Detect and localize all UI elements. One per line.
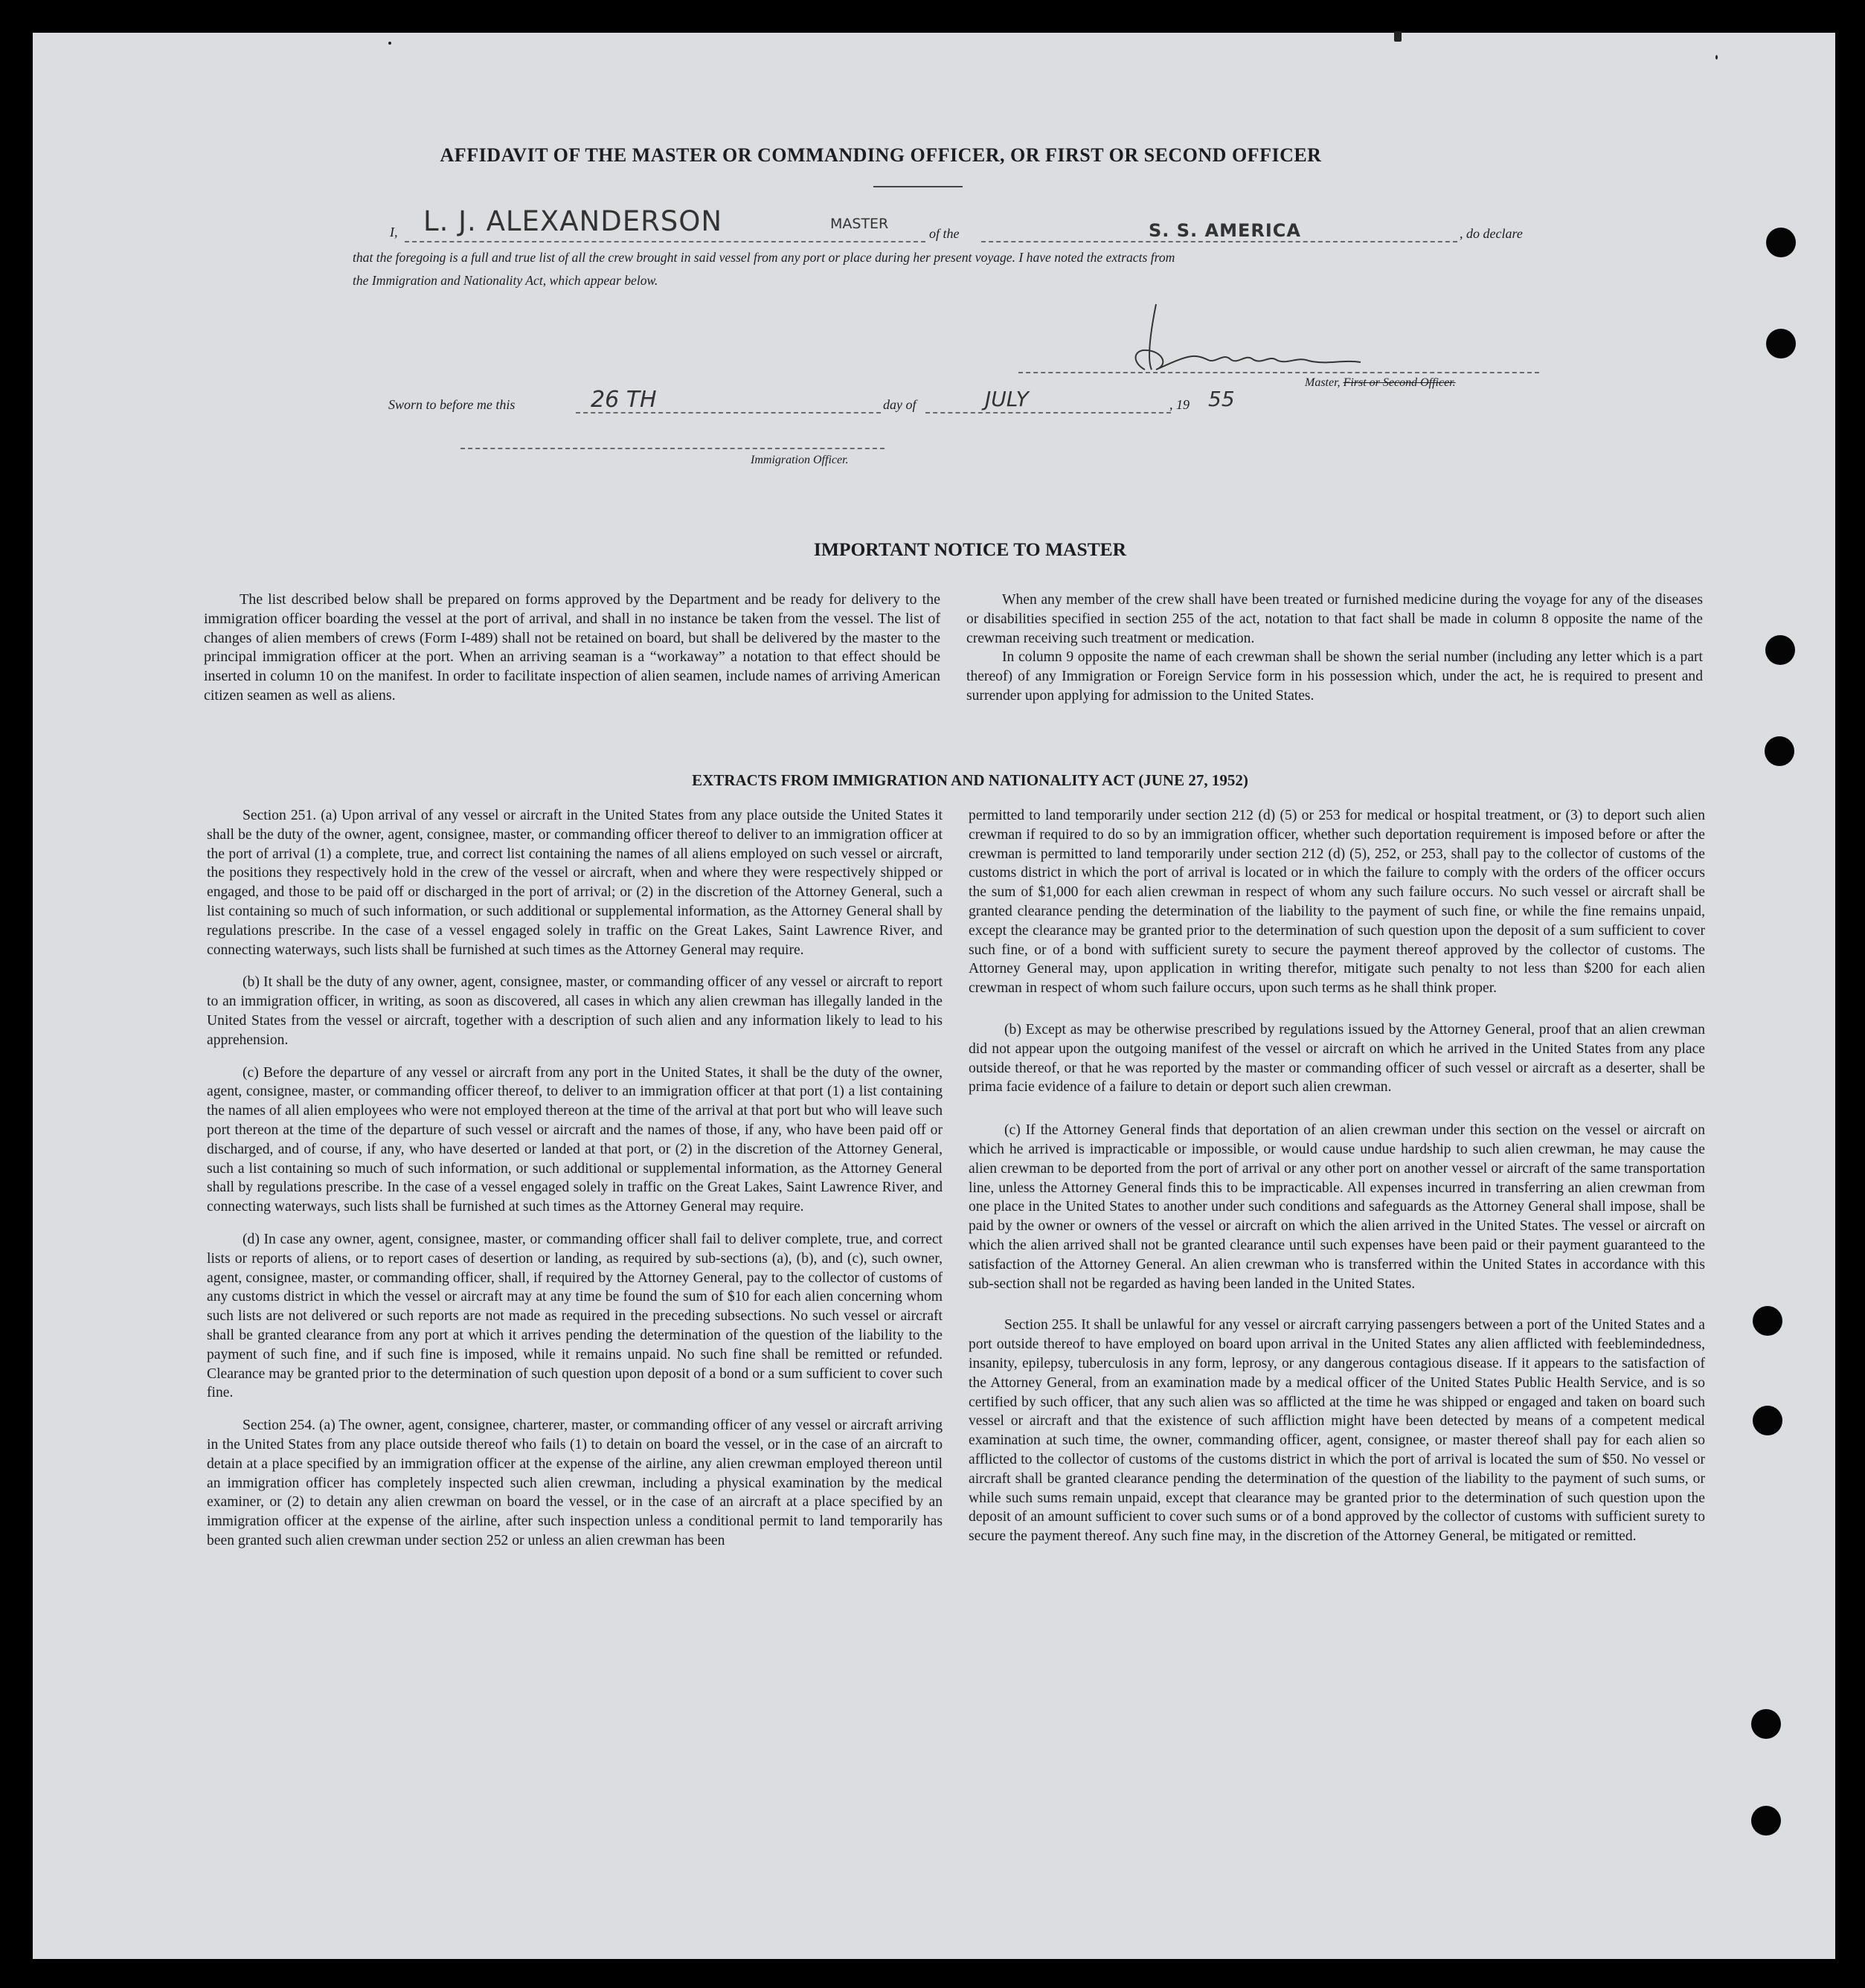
section-251-c: (c) Before the departure of any vessel or aircraft from any port in the United States, it shall be the duty of the owner, agent, consignee, master, or commanding officer thereof, to deliver to an immigration officer at that port (1) a list containing the names of all alien employees who were not employed thereon at the time of the arrival at that port but who will leave such port thereon at the time of the departure of such vessel or aircraft and the names of those, if any, who have been paid off or discharged, and of course, if any, who have deserted or landed at that port, or (2) in the discretion of the Attorney General, such a list containing so much of such information, or such additional or supplemental information, as the Attorney General shall by regulations prescribe. In the case of a vessel engaged solely in traffic on the Great Lakes, Saint Lawrence River, and connecting waterways, such lists shall be furnished at such times as the Attorney General may require. <box>207 1064 943 1215</box>
statement-line-2: the Immigration and Nationality Act, which appear below. <box>353 273 658 288</box>
caption-struck: First or Second Officer. <box>1343 376 1456 389</box>
section-251-b: (b) It shall be the duty of any owner, agent, consignee, master, or commanding officer of any vessel or aircraft to report to an immigration officer, in writing, as soon as discovered, all cases in which any alien crewman has illegally landed in the United States from the vessel or aircraft, together with a description of such alien and any information likely to lead to his apprehension. <box>207 974 943 1048</box>
signature-line <box>1018 372 1539 373</box>
sworn-label: Sworn to before me this <box>388 397 516 412</box>
punch-hole <box>1765 736 1794 766</box>
notice-right-text-1: When any member of the crew shall have been treated or furnished medicine during the voyage for any of the diseases or disabilities specified in section 255 of the act, notation to that fact shall be made in column 8 opposite the name of the crewman receiving such treatment or medication. <box>966 592 1703 646</box>
extracts-left-column <box>207 806 943 1564</box>
sworn-day: 26 TH <box>591 387 657 413</box>
title-rule <box>873 186 963 187</box>
vessel-line <box>981 241 1457 242</box>
section-254-a: Section 254. (a) The owner, agent, consignee, charterer, master, or commanding officer of any vessel or aircraft arriving in the United States from any place outside thereof who fails (1) to detain on board the vessel, or in the case of an aircraft to detain at a place specified by an immigration officer at the expense of the airline, any alien crewman employed thereon until an immigration officer has completely inspected such alien crewman, including a physical examination by the medical examiner, or (2) to detain any alien crewman on board the vessel, or in the case of an aircraft at a place specified by an immigration officer at the expense of the airline, after such inspection unless a conditional permit to land temporarily has been granted such alien crewman under section 252 or unless an alien crewman has been <box>207 1418 943 1548</box>
punch-hole <box>1753 1306 1782 1336</box>
scan-speck <box>1394 31 1402 42</box>
document-page <box>33 33 1835 1959</box>
vessel-name: S. S. AMERICA <box>1149 220 1301 241</box>
notice-right-column <box>966 591 1703 719</box>
punch-hole <box>1766 329 1796 358</box>
section-251-d: (d) In case any owner, agent, consignee, master, or commanding officer shall fail to deliver complete, true, and correct lists or reports of aliens, or to report cases of desertion or landing, as required by sub-sections (a), (b), and (c), such owner, agent, consignee, master, or commanding officer, shall, if required by the Attorney General, pay to the collector of customs of any customs district in which the vessel or aircraft may at any time be found the sum of $10 for each alien concerning whom such lists are not delivered or such reports are not made as required in the preceding subsections. No such vessel or aircraft shall be granted clearance from any port at which it arrives pending the determination of the question of the liability to the payment of such fine, and if such fine is imposed, while it remains unpaid. No such fine shall be remitted or refunded. Clearance may be granted prior to the determination of such question upon deposit of a bond or a sum sufficient to cover such fine. <box>207 1231 943 1401</box>
extracts-title: EXTRACTS FROM IMMIGRATION AND NATIONALITY ACT (JUNE 27, 1952) <box>692 771 1248 789</box>
master-signature <box>1104 282 1387 379</box>
of-the-label: of the <box>929 226 960 241</box>
section-254-a-cont: permitted to land temporarily under section 212 (d) (5) or 253 for medical or hospital treatment, or (3) to deport such alien crewman if required to do so by an immigration officer, whether such deportation requirement is imposed before or after the crewman is permitted to land temporarily under section 212 (d) (5), 252, or 253, shall pay to the collector of customs of the customs district in which the port of arrival is located or in which the failure to comply with the orders of the officer occurs the sum of $1,000 for each alien crewman in respect of whom any such failure occurs. No such vessel or aircraft shall be granted clearance pending the determination of the liability to the payment of such fine, or while the fine remains unpaid, except the clearance may be granted prior to the determination of such question upon the deposit of a sum sufficient to cover such fine, or of a bond with sufficient surety to secure the payment thereof approved by the collector of customs. The Attorney General may, upon application in writing therefor, mitigate such penalty to not less than $200 for each alien crewman in respect of whom such failure occurs, upon such terms as he shall think proper. <box>969 808 1705 997</box>
officer-caption: Immigration Officer. <box>751 454 849 466</box>
affidavit-title: AFFIDAVIT OF THE MASTER OR COMMANDING OFFICER, OR FIRST OR SECOND OFFICER <box>440 144 1322 166</box>
sworn-year: 55 <box>1208 387 1235 411</box>
section-255: Section 255. It shall be unlawful for any vessel or aircraft carrying passengers between a port of the United States and a port outside thereof to have employed on board upon arrival in the United States any alien afflicted with feeblemindedness, insanity, epilepsy, tuberculosis in any form, leprosy, or any dangerous contagious disease. If it appears to the satisfaction of the Attorney General, from an examination made by a medical officer of the United States Public Health Service, and is so certified by such officer, that any such alien was so afflicted at the time he was shipped or engaged and taken on board such vessel or aircraft and that the existence of such affliction might have been detected by means of a competent medical examination at such time, the owner, commanding officer, agent, consignee, or master thereof shall pay for each alien so afflicted to the collector of customs of the customs district in which the port of arrival is located the sum of $50. No vessel or aircraft shall be granted clearance pending the determination of the question of the liability to the payment of such sums, or while such sums remain unpaid, except that clearance may be granted prior to the determination of such question upon the deposit of an amount sufficient to cover such sums or of a bond approved by the collector of customs with sufficient surety to secure the payment thereof. Any such fine may, in the discretion of the Attorney General, be mitigated or remitted. <box>969 1317 1705 1545</box>
day-of-label: day of <box>883 397 917 412</box>
officer-line <box>460 448 885 449</box>
scan-speck <box>1715 55 1718 59</box>
section-254-c: (c) If the Attorney General finds that deportation of an alien crewman under this section on the vessel or aircraft on which he arrived is impracticable or impossible, or would cause undue hardship to such alien crewman, he may cause the alien crewman to be deported from the port of arrival or any other port on another vessel or aircraft of the same transportation line, unless the Attorney General finds this to be impracticable. All expenses incurred in transferring an alien crewman from one place in the United States to another under such conditions and safeguards as the Attorney General shall impose, shall be paid by the owner or owners of the vessel or aircraft on which the alien arrived in the United States. The vessel or aircraft on which the alien arrived shall not be granted clearance until such expenses have been paid or their payment guaranteed to the satisfaction of the Attorney General. An alien crewman who is transferred within the United States in accordance with this sub-section shall not be regarded as having been landed in the United States. <box>969 1122 1705 1292</box>
year-prefix: , 19 <box>1169 397 1190 412</box>
sworn-month: JULY <box>985 387 1029 411</box>
punch-hole <box>1765 635 1795 665</box>
scan-speck <box>388 42 391 45</box>
caption-master: Master, <box>1305 376 1341 389</box>
notice-left-text: The list described below shall be prepared on forms approved by the Department and be ready for delivery to the immigration officer boarding the vessel at the port of arrival, and shall in no instance be taken from the vessel. The list of changes of alien members of crews (Form I-489) shall not be retained on board, but shall be delivered by the master to the principal immigration officer at the port. When an arriving seaman is a “workaway” a notation to that effect should be inserted in column 10 on the manifest. In order to facilitate inspection of alien seamen, include names of arriving American citizen seamen as well as aliens. <box>204 591 940 704</box>
month-line <box>925 412 1171 414</box>
master-name: L. J. ALEXANDERSON <box>423 205 723 237</box>
punch-hole <box>1751 1806 1781 1836</box>
rank-stamp: MASTER <box>830 216 889 232</box>
i-label: I, <box>390 225 398 239</box>
notice-title: IMPORTANT NOTICE TO MASTER <box>813 538 1127 560</box>
name-line <box>405 241 925 242</box>
section-254-b: (b) Except as may be otherwise prescribed by regulations issued by the Attorney General, proof that an alien crewman did not appear upon the outgoing manifest of the vessel or aircraft on which he arrived in the United States from any place outside thereof, or that he was reported by the master or commanding officer of such vessel or aircraft as a deserter, shall be prima facie evidence of a failure to detain or deport such alien crewman. <box>969 1021 1705 1096</box>
do-declare-label: , do declare <box>1460 226 1523 241</box>
notice-left-column <box>204 591 940 719</box>
punch-hole <box>1753 1406 1782 1435</box>
statement-line-1: that the foregoing is a full and true list of all the crew brought in said vessel from any port or place during her present voyage. I have noted the extracts from <box>353 250 1175 265</box>
punch-hole <box>1766 228 1796 257</box>
punch-hole <box>1751 1709 1781 1739</box>
section-251-a: Section 251. (a) Upon arrival of any vessel or aircraft in the United States from any place outside the United States it shall be the duty of the owner, agent, consignee, master, or commanding officer thereof to deliver to an immigration officer at the port of arrival (1) a complete, true, and correct list containing the names of all aliens employed on such vessel or aircraft, the positions they respectively hold in the crew of the vessel or aircraft, when and where they were respectively shipped or engaged, and those to be paid off or discharged in the port of arrival; or (2) in the discretion of the Attorney General, such a list containing so much of such information, or such additional or supplemental information, as the Attorney General shall by regulations prescribe. In the case of a vessel engaged solely in traffic on the Great Lakes, Saint Lawrence River, and connecting waterways, such lists shall be furnished at such times as the Attorney General may require. <box>207 808 943 958</box>
notice-right-text-2: In column 9 opposite the name of each crewman shall be shown the serial number (including any letter which is a part thereof) of any Immigration or Foreign Service form in his possession which, under the act, he is required to present and surrender upon applying for admission to the United States. <box>966 649 1703 704</box>
extracts-right-column <box>969 806 1705 1560</box>
signature-caption <box>1305 376 1456 390</box>
